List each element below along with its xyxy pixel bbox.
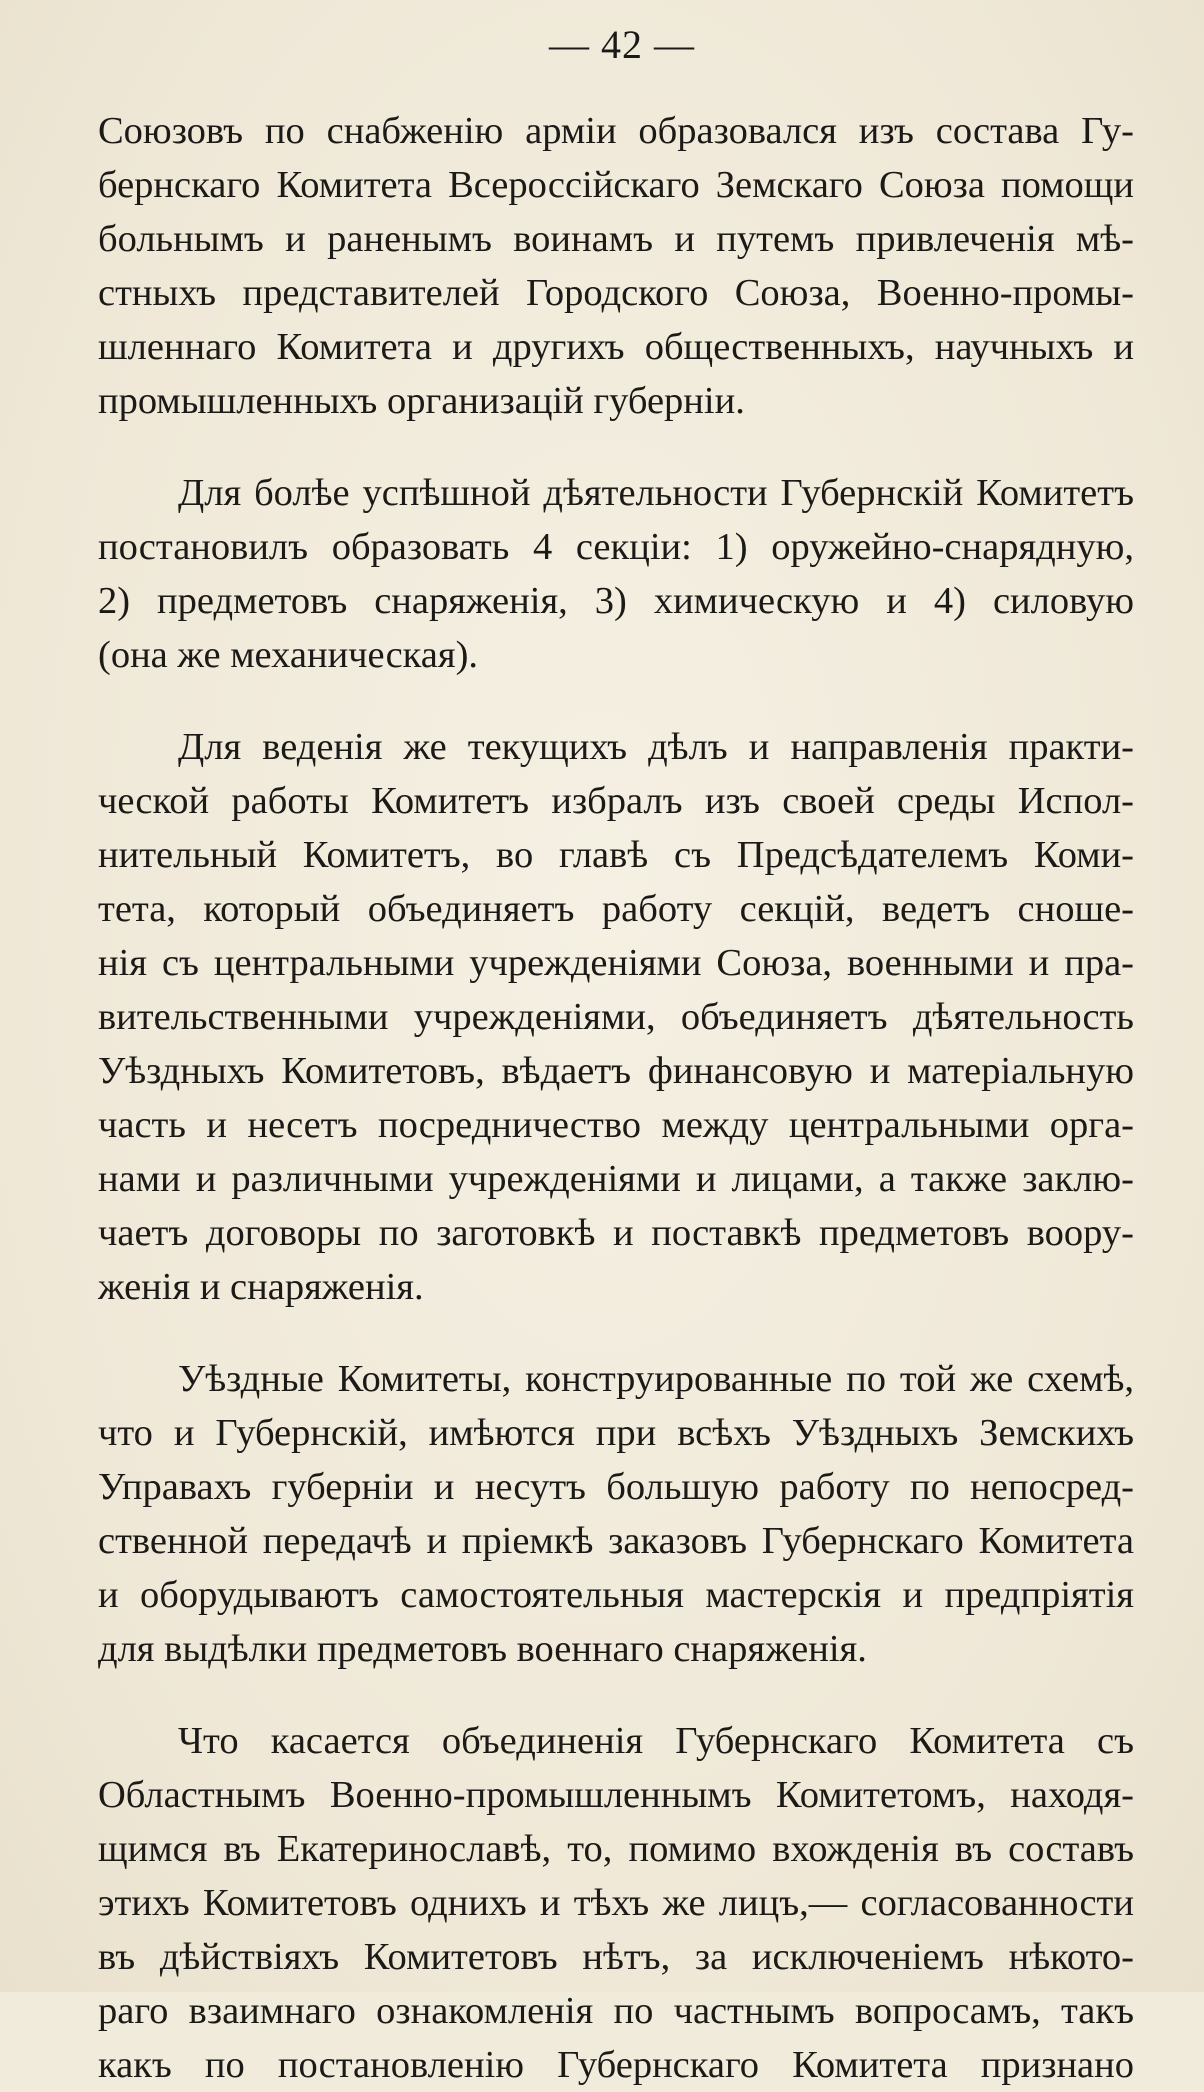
text-line: щимся въ Екатеринославѣ, то, помимо вхожденія въ составъ: [98, 1828, 1134, 1870]
text-line: Для веденія же текущихъ дѣлъ и направленія практи-: [178, 726, 1134, 768]
text-line: Уѣздныхъ Комитетовъ, вѣдаетъ финансовую и матеріальную: [98, 1050, 1134, 1092]
text-line: 2) предметовъ снаряженія, 3) химическую и 4) силовую: [98, 580, 1134, 622]
text-line: нія съ центральными учрежденіями Союза, военными и пра-: [98, 942, 1134, 984]
text-line: нами и различными учрежденіями и лицами, а также заклю-: [98, 1158, 1134, 1200]
page-number: — 42 —: [549, 22, 695, 67]
text-line: Уѣздные Комитеты, конструированные по той же схемѣ,: [178, 1358, 1134, 1400]
text-line: (она же механическая).: [98, 634, 479, 676]
text-line: женія и снаряженія.: [98, 1266, 424, 1308]
text-line: Союзовъ по снабженію арміи образовался изъ состава Гу-: [98, 110, 1134, 152]
text-line: что и Губернскій, имѣются при всѣхъ Уѣздныхъ Земскихъ: [98, 1412, 1134, 1454]
body-text: [98, 104, 1134, 2092]
text-line: Для болѣе успѣшной дѣятельности Губернскій Комитетъ: [178, 472, 1134, 514]
text-line: промышленныхъ организацій губерніи.: [98, 380, 745, 422]
text-line: этихъ Комитетовъ однихъ и тѣхъ же лицъ,— согласованности: [98, 1882, 1134, 1924]
text-line: часть и несетъ посредничество между центральными орга-: [98, 1104, 1134, 1146]
text-line: постановилъ образовать 4 секціи: 1) оружейно-снарядную,: [98, 526, 1134, 568]
text-line: ческой работы Комитетъ избралъ изъ своей среды Испол-: [98, 780, 1134, 822]
paragraph-4: [98, 1352, 1134, 1676]
text-line: Управахъ губерніи и несутъ большую работу по непосред-: [98, 1466, 1134, 1508]
text-line: для выдѣлки предметовъ военнаго снаряженія.: [98, 1628, 867, 1670]
text-line: больнымъ и раненымъ воинамъ и путемъ привлеченія мѣ-: [98, 218, 1134, 260]
paragraph-5: [98, 1714, 1134, 2092]
text-line: въ дѣйствіяхъ Комитетовъ нѣтъ, за исключеніемъ нѣкото-: [98, 1936, 1134, 1978]
text-line: стныхъ представителей Городского Союза, Военно-промы-: [98, 272, 1134, 314]
paragraph-2: [98, 466, 1134, 682]
text-line: бернскаго Комитета Всероссійскаго Земскаго Союза помощи: [98, 164, 1134, 206]
text-line: шленнаго Комитета и другихъ общественныхъ, научныхъ и: [98, 326, 1134, 368]
text-line: тета, который объединяетъ работу секцій, ведетъ сноше-: [98, 888, 1134, 930]
text-line: Областнымъ Военно-промышленнымъ Комитетомъ, находя-: [98, 1774, 1134, 1816]
paragraph-3: [98, 720, 1134, 1314]
text-line: раго взаимнаго ознакомленія по частнымъ вопросамъ, такъ: [98, 1990, 1134, 2032]
text-line: какъ по постановленію Губернскаго Комитета признано: [98, 2044, 1134, 2086]
paragraph-1: [98, 104, 1134, 428]
text-line: Что касается объединенія Губернскаго Комитета съ: [178, 1720, 1134, 1762]
text-line: вительственными учрежденіями, объединяетъ дѣятельность: [98, 996, 1134, 1038]
text-line: и оборудываютъ самостоятельныя мастерскія и предпріятія: [98, 1574, 1134, 1616]
text-line: нительный Комитетъ, во главѣ съ Предсѣдателемъ Коми-: [98, 834, 1134, 876]
text-line: чаетъ договоры по заготовкѣ и поставкѣ предметовъ воору-: [98, 1212, 1134, 1254]
text-line: ственной передачѣ и пріемкѣ заказовъ Губернскаго Комитета: [98, 1520, 1134, 1562]
